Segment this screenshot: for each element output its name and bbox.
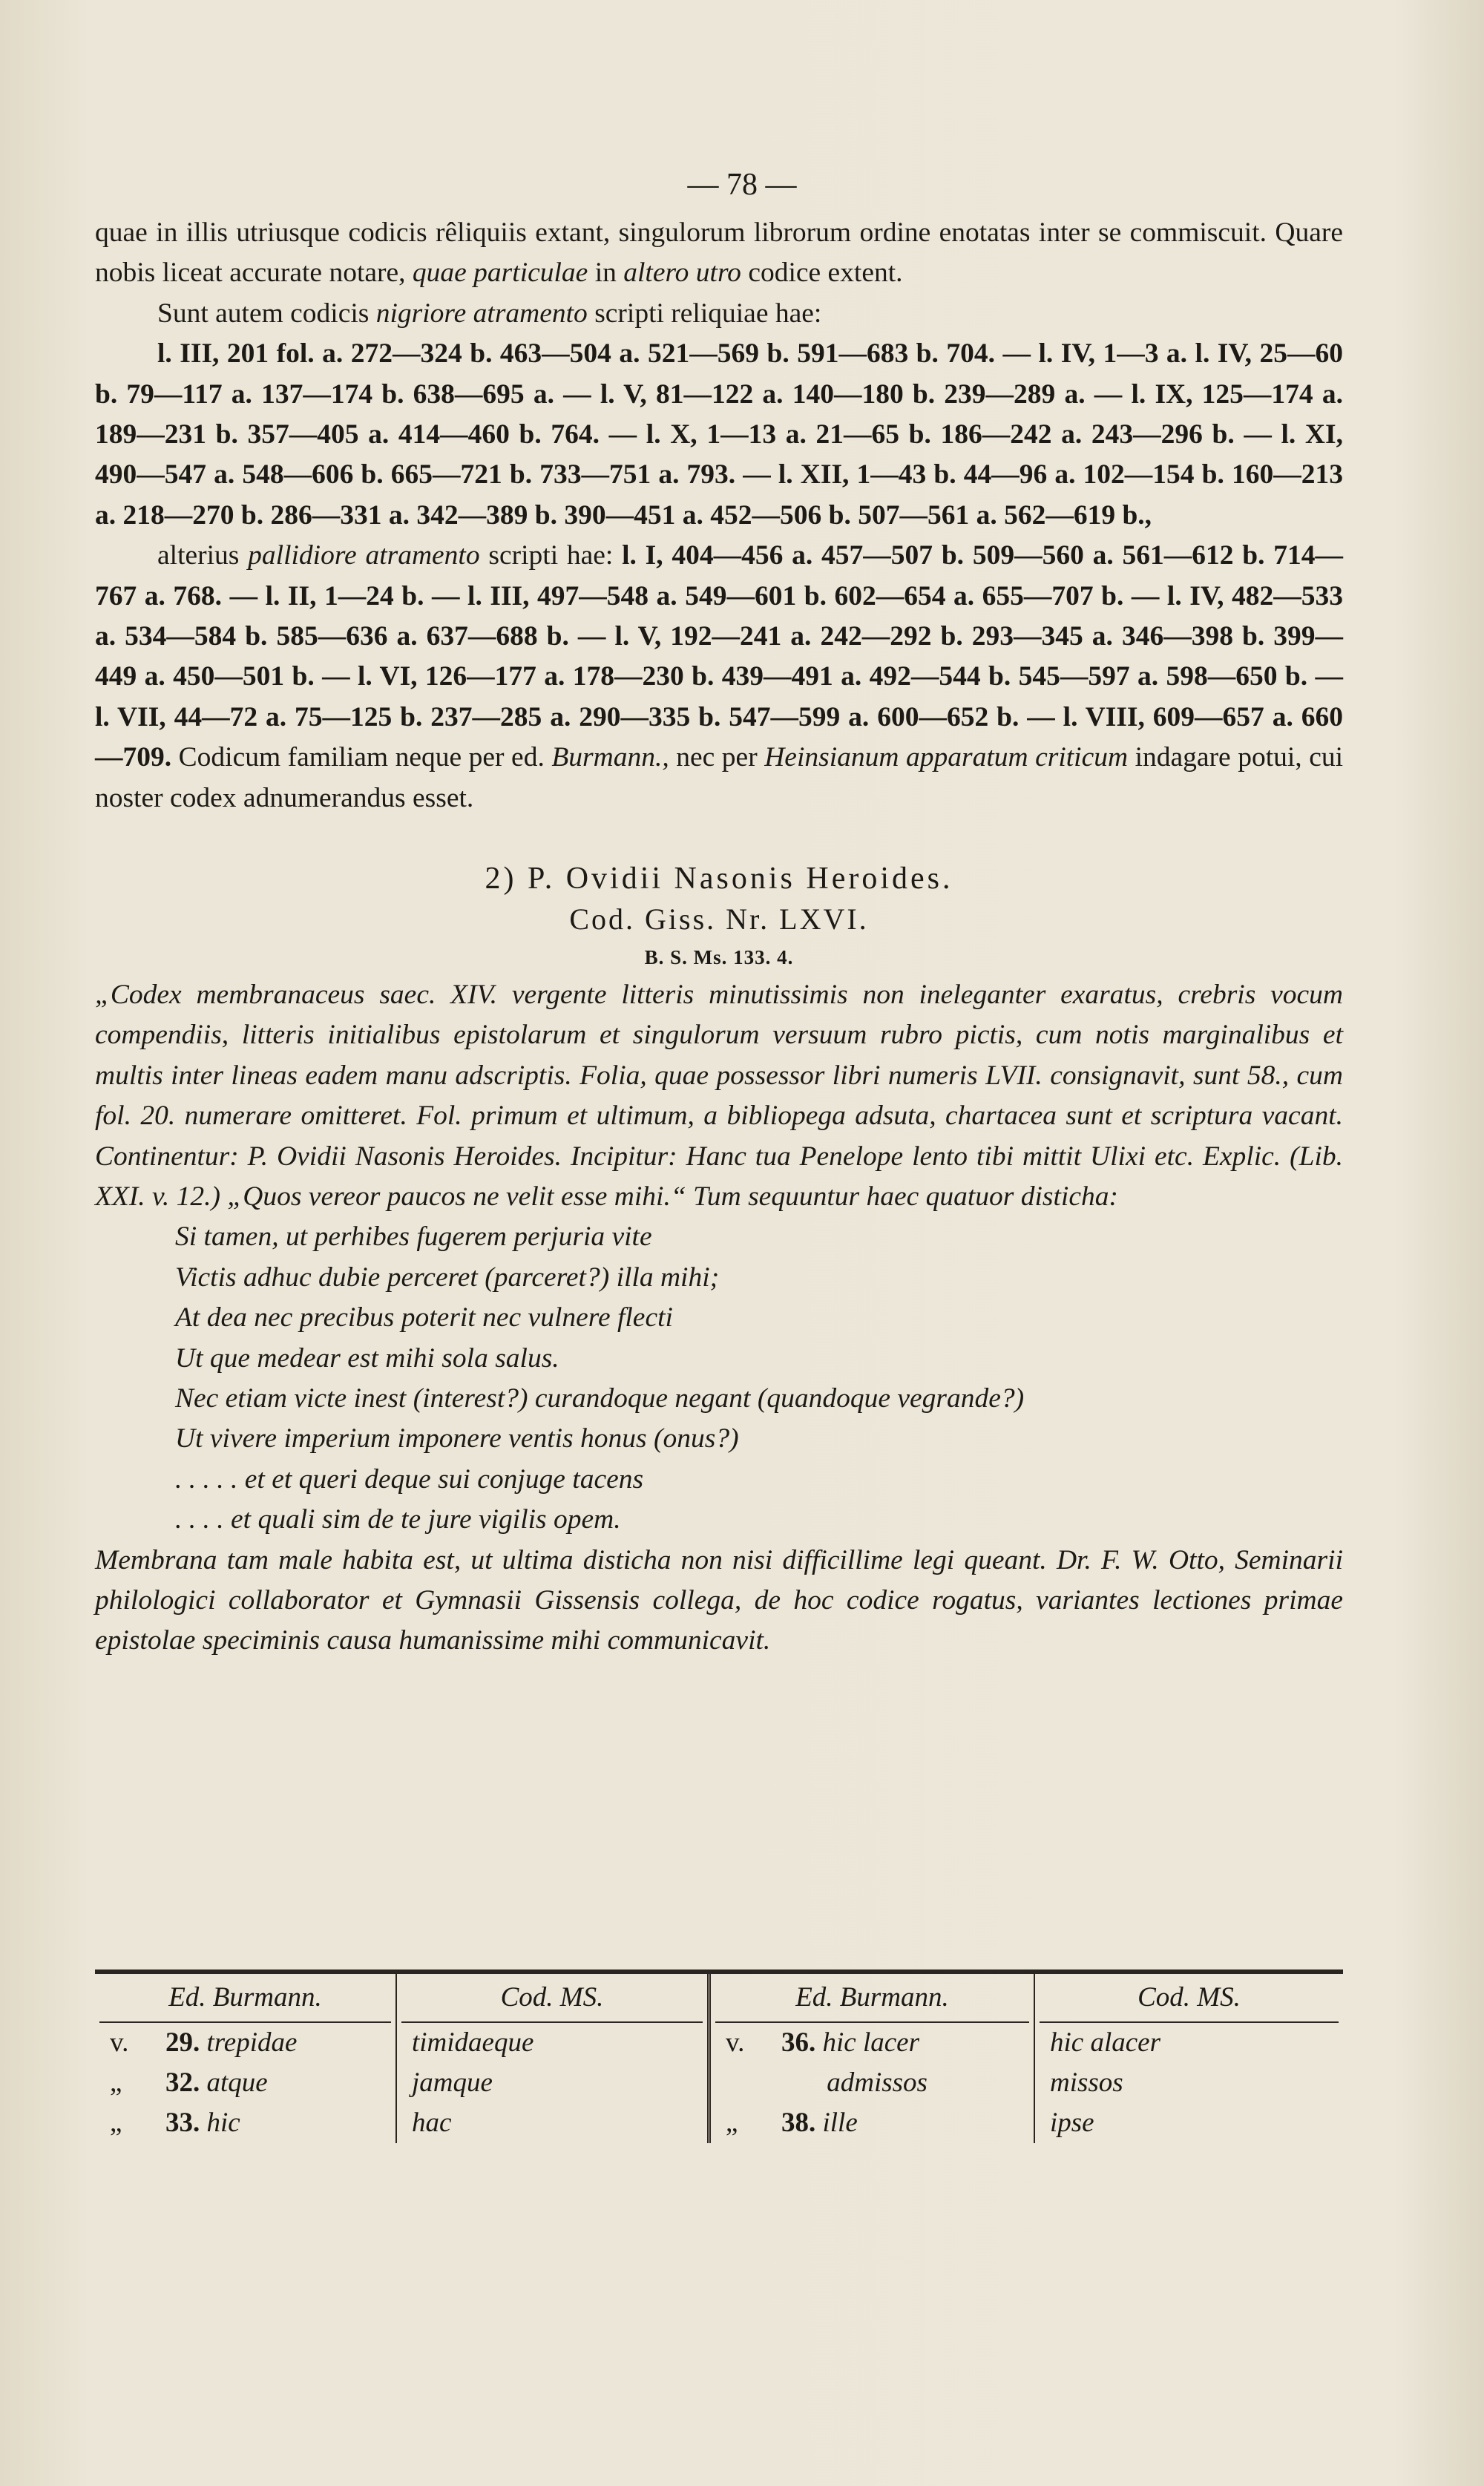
page-number: — 78 — [687,168,797,202]
verse-prefix: v. [110,2027,129,2058]
table-cell: missos [1050,2067,1123,2098]
verse-line: Ut vivere imperium imponere ventis honus (onus?) [175,1423,739,1454]
column-cod-ms-left [395,1974,707,2143]
table-cell [95,2103,395,2143]
codex-note: Membrana tam male habita est, ut ultima disticha non nisi difficillime legi queant. Dr. F. W. Otto, Seminarii philologici collaborator et Gymnasii Gissensis collega, de hoc codice rogatus, variantes lectiones primae epistolae speciminis causa humanissime mihi communicavit. [95,1544,1343,1656]
table-cell: hic alacer [1050,2027,1160,2058]
alterius-list: l. I, 404—456 a. 457—507 b. 509—560 a. 561—612 b. 714—767 a. 768. — l. II, 1—24 b. — l. III, 497—548 a. 549—601 b. 602—654 a. 655—707 b. — l. IV, 482—533 a. 534—584 b. 585—636 a. 637—688 b. — l. V, 192—241 a. 242—292 b. 293—345 a. 346—398 b. 399—449 a. 450—501 b. — l. VI, 126—177 a. 178—230 b. 439—491 a. 492—544 b. 545—597 a. 598—650 b. — l. VII, 44—72 a. 75—125 b. 237—285 a. 290—335 b. 547—599 a. 600—652 b. — l. VIII, 609—657 a. 660—709. [95,540,1343,773]
verse-line: Si tamen, ut perhibes fugerem perjuria vite [175,1221,652,1253]
verse-number: 38. [781,2108,816,2138]
verse-prefix: „ [110,2108,122,2138]
intro-emphasis: altero utro [623,258,741,289]
verse-number: 29. [165,2027,200,2058]
column-ed-burmann-right [707,1974,1034,2143]
column-header: Ed. Burmann. [715,1974,1029,2023]
codex-heading: Cod. Giss. Nr. LXVI. [569,902,869,936]
reading-ed: ille [822,2108,858,2138]
shelfmark: B. S. Ms. 133. 4. [644,945,794,968]
alterius-lead-end: scripti hae: [488,540,614,571]
table-cell [711,2103,1034,2143]
reading-ed: hic [206,2108,240,2138]
reliquiae-list: l. III, 201 fol. a. 272—324 b. 463—504 a. 521—569 b. 591—683 b. 704. — l. IV, 1—3 a. l. IV, 25—60 b. 79—117 a. 137—174 b. 638—695 a. — l. V, 81—122 a. 140—180 b. 239—289 a. — l. IX, 125—174 a. 189—231 b. 357—405 a. 414—460 b. 764. — l. X, 1—13 a. 21—65 b. 186—242 a. 243—296 b. — l. XI, 490—547 a. 548—606 b. 665—721 b. 733—751 a. 793. — l. XII, 1—43 b. 44—96 a. 102—154 b. 160—213 a. 218—270 b. 286—331 a. 342—389 b. 390—451 a. 452—506 b. 507—561 a. 562—619 b., [95,338,1343,531]
intro-text: codice extent. [748,258,903,289]
column-cod-ms-right [1034,1974,1343,2143]
verse-line: . . . . . et et queri deque sui conjuge tacens [175,1463,644,1495]
reading-ed: hic lacer [822,2027,919,2058]
column-header: Cod. MS. [401,1974,703,2023]
reading-ed: atque [206,2067,268,2098]
verse-prefix: „ [110,2067,122,2098]
intro-paragraph [95,213,1343,294]
table-cell [711,2023,1034,2063]
alterius-paragraph [95,536,1343,819]
verse-number: 33. [165,2108,200,2138]
alterius-emphasis: Heinsianum apparatum criticum [764,742,1129,773]
table-cell: jamque [412,2067,493,2098]
variants-table [95,1970,1343,2143]
intro-text: in [594,258,617,289]
column-header: Ed. Burmann. [99,1974,391,2023]
table-cell [95,2063,395,2103]
table-cell: hac [412,2108,452,2138]
intro-emphasis: quae particulae [412,258,588,289]
verse-prefix: „ [726,2108,738,2138]
intro-text: quae in illis utriusque codicis rêliquiis extant, singulorum librorum ordine enotatas inter se commiscuit. Quare nobis liceat accurate notare, [95,217,1343,289]
verse-number: 32. [165,2067,200,2098]
table-cell: timidaeque [412,2027,534,2058]
alterius-lead: alterius [157,540,240,571]
reliquiae-lead: Sunt autem codicis [157,298,370,329]
alterius-emphasis: Burmann., [551,742,669,773]
codex-description: „Codex membranaceus saec. XIV. vergente litteris minutissimis non ineleganter exaratus, crebris vocum compendiis, litteris initialibus epistolarum et singulorum versuum rubro pictis, cum notis marginalibus et multis inter lineas eadem manu adscriptis. Folia, quae possessor libri numeris LVII. consignavit, sunt 58., cum fol. 20. numerare omitteret. Fol. primum et ultimum, a bibliopega adsuta, chartacea sunt et scriptura vacant. Continentur: P. Ovidii Nasonis Heroides. Incipitur: Hanc tua Penelope lento tibi mittit Ulixi etc. Explic. (Lib. XXI. v. 12.) „Quos vereor paucos ne velit esse mihi.“ Tum sequuntur haec quatuor disticha: [95,979,1343,1212]
alterius-tail: indagare potui, cui noster codex adnumerandus esset. [95,742,1344,813]
alterius-emphasis: pallidiore atramento [248,540,480,571]
reading-ed: admissos [827,2067,928,2098]
body-text [95,165,1343,1662]
verse-line: Ut que medear est mihi sola salus. [175,1342,559,1374]
verse-prefix: v. [726,2027,745,2058]
column-ed-burmann-left [95,1974,395,2143]
verse-line: Victis adhuc dubie perceret (parceret?) illa mihi; [175,1262,720,1293]
table-cell: ipse [1050,2108,1094,2138]
reliquiae-lead-end: scripti reliquiae hae: [594,298,822,329]
table-cell [711,2063,1034,2103]
verse-line: At dea nec precibus poterit nec vulnere flecti [175,1302,673,1334]
section-title: 2) P. Ovidii Nasonis Heroides. [485,862,953,896]
reading-ed: trepidae [206,2027,298,2058]
reliquiae-emphasis: nigriore atramento [375,298,588,329]
alterius-tail: Codicum familiam neque per ed. [178,742,545,773]
table-cell [95,2023,395,2063]
verse-line: Nec etiam victe inest (interest?) curandoque negant (quandoque vegrande?) [175,1383,1025,1414]
reliquiae-paragraph [95,294,1343,334]
alterius-tail: nec per [676,742,758,773]
column-header: Cod. MS. [1040,1974,1339,2023]
verse-number: 36. [781,2027,816,2058]
verse-block [95,1217,1343,1540]
verse-line: . . . . et quali sim de te jure vigilis opem. [175,1504,621,1535]
